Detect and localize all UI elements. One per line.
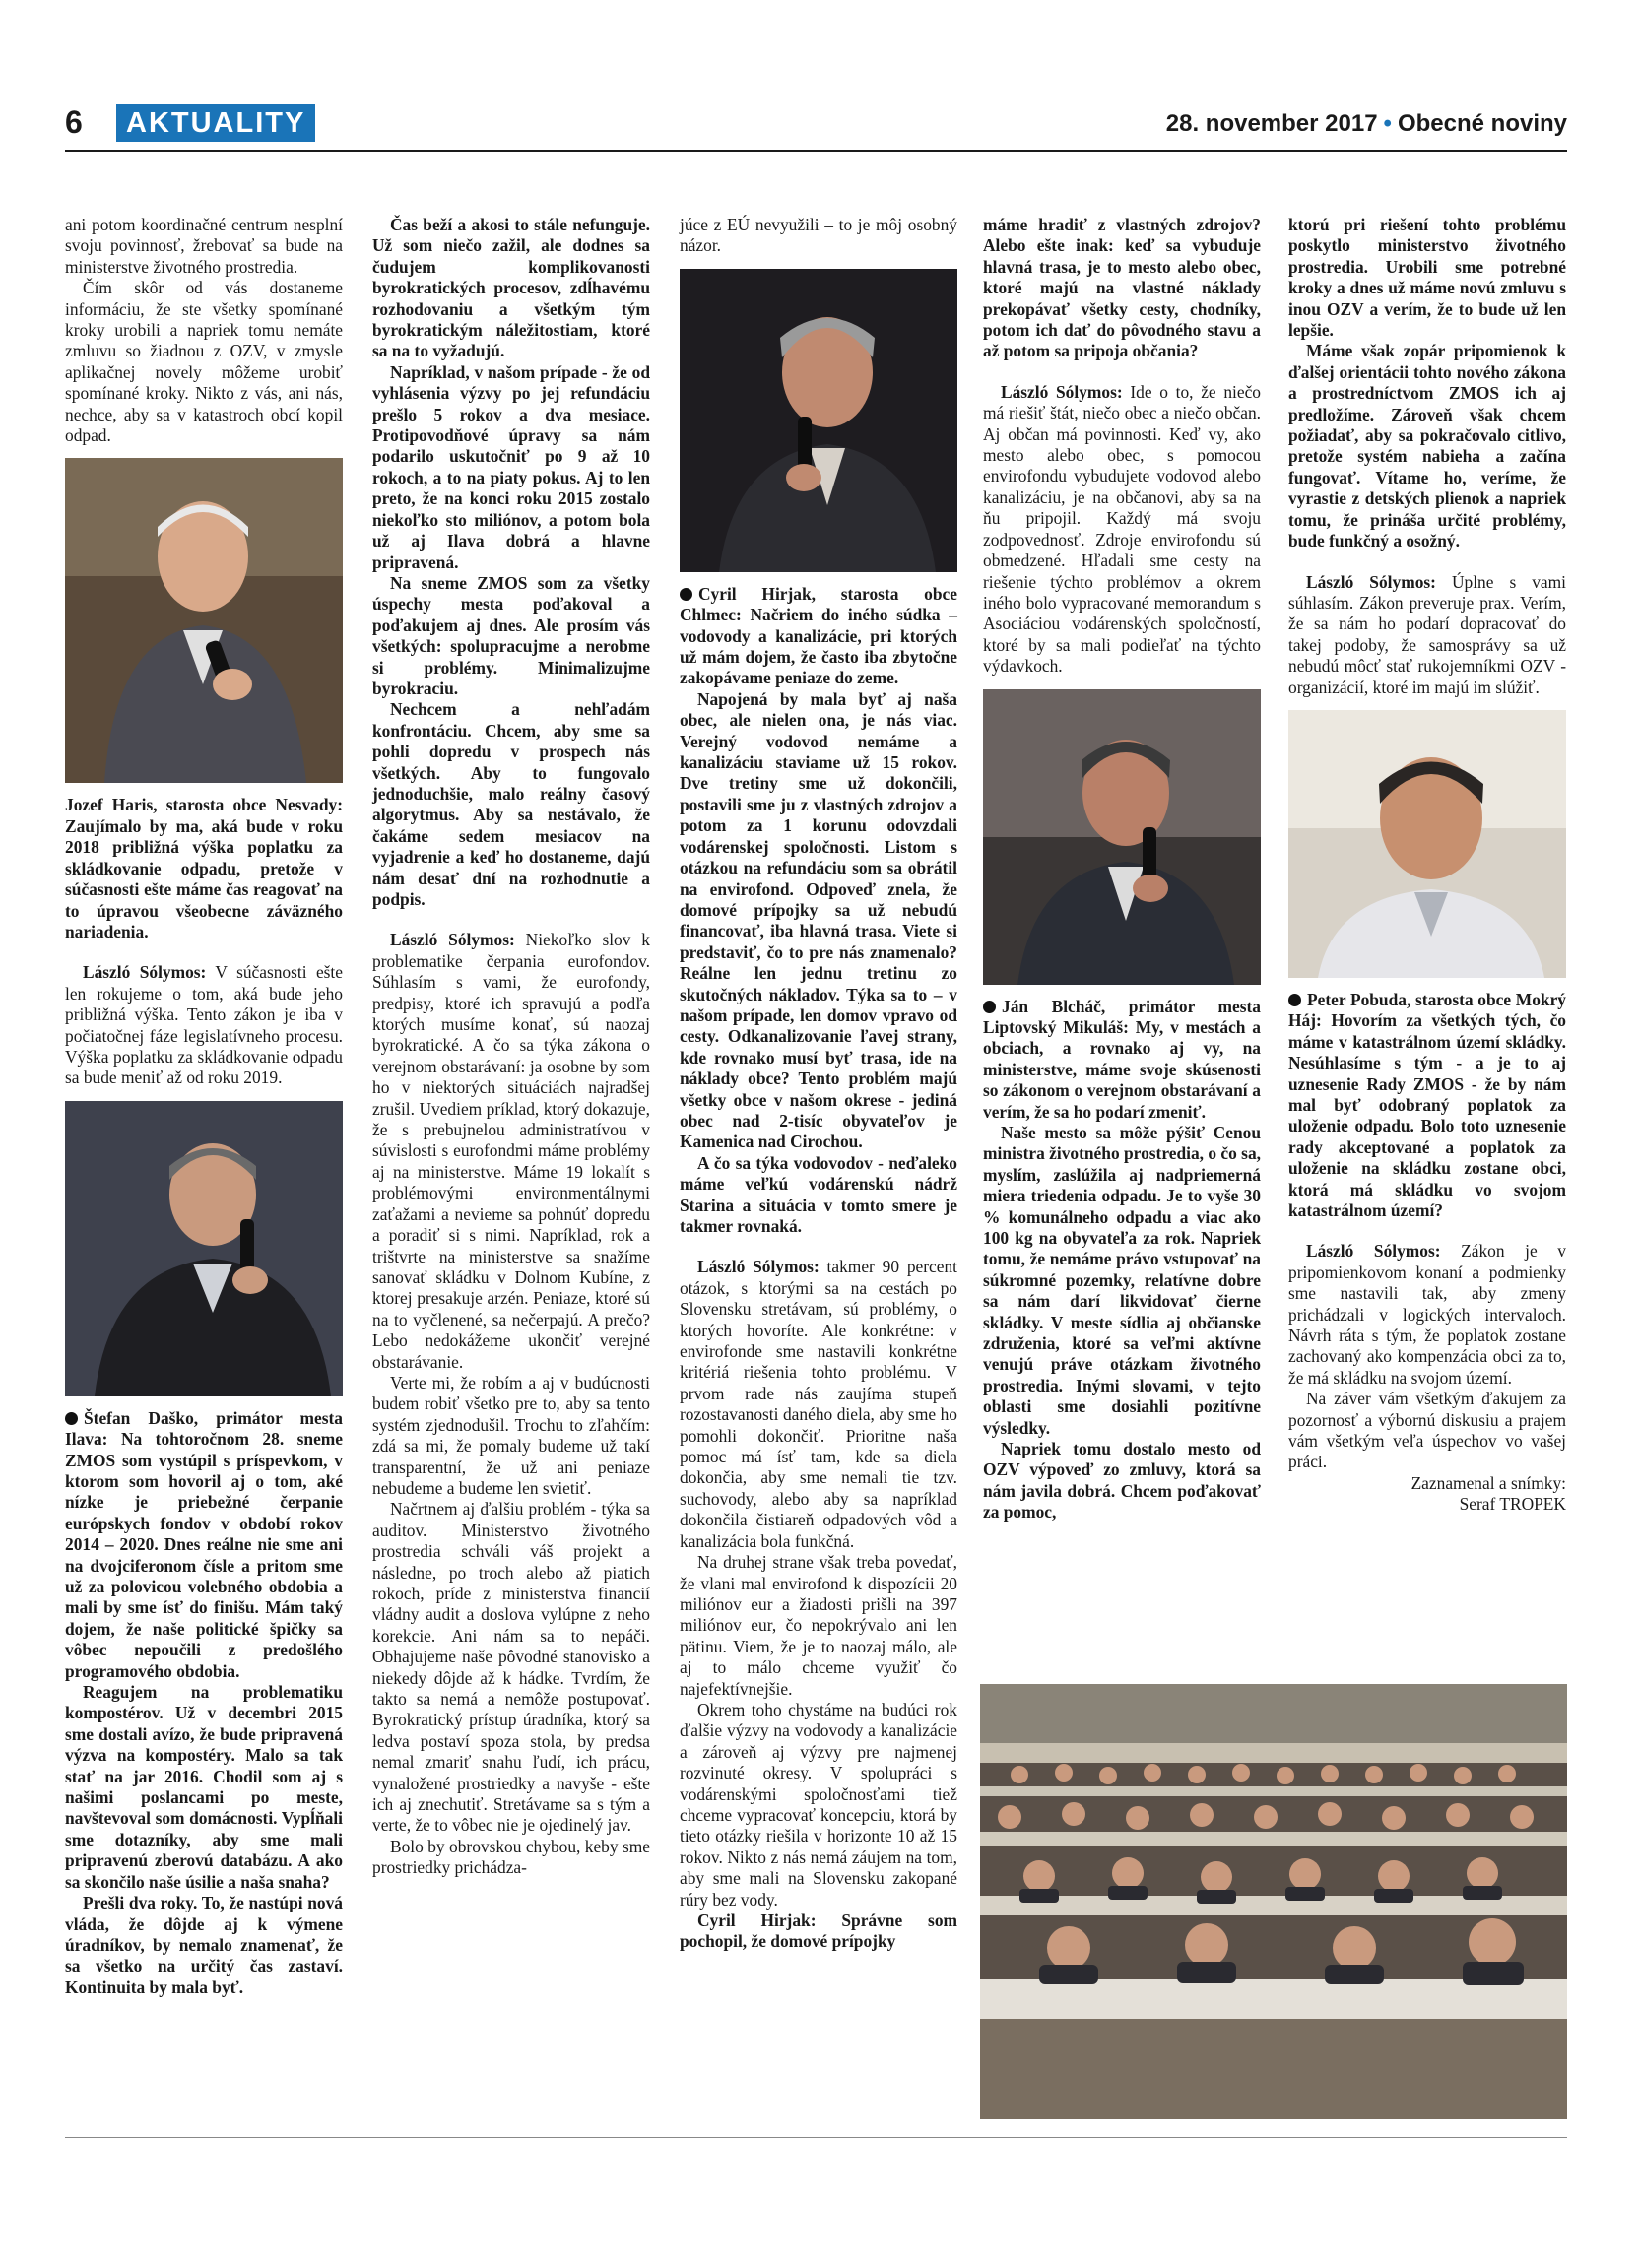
article-paragraph: Zákon je v pripomienkovom konaní a podmienky sme nastavili tak, aby zmeny prichádzali v logických intervaloch. Návrh ráta s tým, že poplatok zostane zachovaný ako kompenzácia obci za to, že má skládku na svojom území. <box>1288 1241 1567 1388</box>
article-paragraph: Bolo by obrovskou chybou, keby sme prostriedky prichádza- <box>372 1836 650 1878</box>
article-paragraph: Reagujem na problematiku kompostérov. Už v decembri 2015 sme dostali avízo, že bude pripravená výzva na kompostéry. Malo sa tak stať na jar 2016. Chodil som aj s našimi poslancami po meste, navštevoval som domácnosti. Vypĺňali sme dotazníky, aby sme mali pripravenú zberovú databázu. A ako sa skončilo naše úsilie a naša snaha? <box>65 1682 343 1892</box>
caption-bullet <box>983 1001 996 1013</box>
article-paragraph: Napriek tomu dostalo mesto od OZV výpoveď zo zmluvy, ktorá sa nám javila dobrá. Chcem poďakovať za pomoc, <box>983 1439 1261 1523</box>
column-1 <box>65 215 343 1998</box>
column-3 <box>680 215 957 1953</box>
article-paragraph: ktorú pri riešení tohto problému poskytlo ministerstvo životného prostredia. Urobili sme potrebné kroky a dnes už máme novú zmluvu s inou OZV a verím, že to bude už len lepšie. <box>1288 215 1566 341</box>
column-5 <box>1288 215 1566 1516</box>
speaker-label: László Sólymos: <box>1306 571 1436 592</box>
article-paragraph: Okrem toho chystáme na budúci rok ďalšie výzvy na vodovody a kanalizácie a zároveň aj výzvy pre najmenej rozvinuté okresy. V spolupráci s vodárenskými spoločnosťami tiež chceme vypracovať koncepciu, ktorá by tieto otázky riešila v horizonte 10 až 15 rokov. Nikto z nás nemá záujem na tom, aby sme mali na Slovensku zakopané rúry bez vody. <box>680 1699 957 1910</box>
article-paragraph: Niekoľko slov k problematike čerpania eurofondov. Súhlasím s vami, že eurofondy, predpisy, ktoré ich spravujú a podľa ktorých musíme konať, sú naozaj byrokratické. A čo sa týka zákona o verejnom obstarávaní: ja osobne by som ho v niektorých situáciách najradšej zrušil. Uvediem príklad, ktorý dokazuje, že s prebujnelou administratívou v súvislosti s eurofondmi máme problémy aj na ministerstve. Máme 19 lokalít s problémovými environmentálnymi zaťažami a nevieme sa pohnúť dopredu a poradiť si s nimi. Napríklad, rok a trištvrte na ministerstve sa snažíme sanovať skládku v Dolnom Kubíne, z ktorej presakuje arzén. Peniaze, ktoré sú na to vyčlenené, sa nečerpajú. A prečo? Lebo nedokážeme ukončiť verejné obstarávanie. <box>372 930 650 1372</box>
article-paragraph: Úplne s vami súhlasím. Zákon preveruje prax. Verím, že sa nám ho podarí dopracovať do takej podoby, že samosprávy sa už nebudú môcť stať rukojemníkmi OZV - organizácií, ktoré im majú im slúžiť. <box>1288 571 1566 697</box>
photo-peter-pobuda <box>1288 710 1566 978</box>
publication-name: Obecné noviny <box>1397 110 1567 137</box>
column-4 <box>983 215 1261 1523</box>
author-credit: Zaznamenal a snímky: <box>1410 1472 1566 1493</box>
article-paragraph: Čas beží a akosi to stále nefunguje. Už som niečo zažil, ale dodnes sa čudujem komplikovanosti byrokratických procesov, zdĺhavému rozhodovaniu a všetkým tým byrokratickým náležitostiam, ktoré sa na to vyžadujú. <box>372 215 650 361</box>
page-header <box>65 102 1567 146</box>
article-paragraph: Na záver vám všetkým ďakujem za pozornosť a výbornú diskusiu a prajem vám všetkým veľa úspechov vo vašej práci. <box>1288 1389 1566 1472</box>
article-paragraph: takmer 90 percent otázok, s ktorými sa na cestách po Slovensku stretávam, sú problémy, o ktorých hovoríte. Ale konkrétne: v envirofonde sme nastavili konkrétne kritériá riešenia tohto problému. V prvom rade nás zaujíma stupeň rozostavanosti daného diela, aby sme ho pomohli dokončiť. Prioritne naša pomoc má ísť tam, kde sa diela dokončia, aby sme nemali tie tzv. suchovody, alebo aby sa napríklad dokončila čistiareň odpadových vôd a kanalizácia bola funkčná. <box>680 1257 957 1551</box>
article-paragraph: Máme však zopár pripomienok k ďalšej orientácii tohto nového zákona a prostredníctvom ZMOS ich aj predložíme. Zároveň však chcem požiadať, aby sa pokračovalo citlivo, pretože systém nabieha a začína fungovať. Vítame ho, veríme, že vyrastie z detských plienok a napriek tomu, že prináša určité problémy, bude funkčný a osožný. <box>1288 341 1566 551</box>
article-paragraph: Na druhej strane však treba povedať, že vlani mal envirofond k dispozícii 20 miliónov eur a žiadosti prišli na 397 miliónov eur, čo nepokrývalo ani len pätinu. Viem, že je to naozaj málo, ale aj to málo chceme využiť čo najefektívnejšie. <box>680 1552 957 1699</box>
speaker-label: László Sólymos: <box>83 962 207 983</box>
article-paragraph: Napojená by mala byť aj naša obec, ale nielen ona, je nás viac. Verejný vodovod nemáme a kanalizáciu staviame už 15 rokov. Dve tretiny sme už dokončili, postavili sme ju z vlastných zdrojov a potom za 1 korunu odovzdali vodárenskej spoločnosti. Listom s otázkou na refundáciu som sa obrátil na envirofond. Odpoveď znela, že domové prípojky sa už nebudú financovať, iba hlavná trasa. Viete si predstaviť, čo to pre nás znamenalo? Reálne len jednu tretinu zo skutočných nákladov. Týka sa to – v našom prípade, len domov vpravo od cesty. Odkanalizovanie ľavej strany, kde rovnako musí byť trasa, ide na náklady obce? Tento problém majú všetky obce v našom okrese - jediná obec nad 2-tisíc obyvateľov je Kamenica nad Cirochou. <box>680 688 957 1152</box>
article-paragraph: júce z EÚ nevyužili – to je môj osobný názor. <box>680 215 957 256</box>
article-paragraph: Čím skôr od vás dostaneme informáciu, že ste všetky spomínané kroky urobili a napriek tomu nemáte zmluvu so žiadnou z OZV, v zmysle aplikačnej novely môžeme urobiť spomínané kroky. Nikto z vás, ani nás, nechce, aby sa v katastroch obcí kopil odpad. <box>65 278 343 446</box>
article-paragraph: Nechcem a nehľadám konfrontáciu. Chcem, aby sme sa pohli dopredu v prospech nás všetkých. Aby to fungovalo jednoduchšie, malo reálny časový algorytmus. Aby sa nestávalo, že čakáme sedem mesiacov na vyjadrenie a keď ho dostaneme, dajú nám desať dní na rozhodnutie a podpis. <box>372 699 650 909</box>
article-paragraph: Načrtnem aj ďalšiu problém - týka sa auditov. Ministerstvo životného prostredia schváli váš projekt a následne, po troch alebo až piatich rokoch, príde z ministerstva financií vládny audit a doslova vylúpne z neho korekcie. Ani nám sa to nepáči. Obhajujeme naše pôvodné stanovisko a niekedy dôjde až k hádke. Tvrdím, že takto sa nemá a nemôže postupovať. Byrokratický prístup úradníka, ktorý sa ledva postaví spoza stola, by predsa nemal zmariť snahu ľudí, ich prácu, vynaložené prostriedky a navyše - ešte ich aj znechutiť. Stretávame sa s tým a verte, že to vôbec nie je ojedinelý jav. <box>372 1499 650 1836</box>
page-number: 6 <box>65 104 83 140</box>
article-paragraph: máme hradiť z vlastných zdrojov? Alebo ešte inak: keď sa vybuduje hlavná trasa, je to mesto alebo obec, ktoré majú na vlastné náklady prekopávať všetky cesty, chodníky, potom ich dať do pôvodného stavu a až potom sa pripoja občania? <box>983 215 1261 361</box>
speaker-label: László Sólymos: <box>390 930 515 950</box>
separator-dot: • <box>1383 110 1392 137</box>
caption-bullet <box>65 1412 78 1425</box>
photo-caption-dasko: Štefan Daško, primátor mesta Ilava: Na tohtoročnom 28. sneme ZMOS som vystúpil s príspevkom, v ktorom som hovoril aj o tom, aké nízke je priebežné čerpanie európskych fondov v období rokov 2014 – 2020. Dnes reálne nie sme ani na dvojciferonom čísle a pritom sme už za polovicou volebného obdobia a mali by sme ísť do finišu. Mám taký dojem, že naše politické špičky sa vôbec nepoučili z predošlého programového obdobia. <box>65 1407 343 1681</box>
article-paragraph: Naše mesto sa môže pýšiť Cenou ministra životného prostredia, o čo sa, myslím, zaslúžila aj nadpriemerná miera triedenia odpadu. Je to vyše 30 % komunálneho odpadu a viac ako 100 kg na obyvateľa za rok. Napriek tomu, že nemáme právo vstupovať na súkromné pozemky, relatívne dobre sa nám darí likvidovať čierne skládky. V meste sídlia aj občianske združenia, ktoré sa veľmi aktívne venujú práve otázkam životného prostredia. Inými slovami, v tejto oblasti sme dosiahli pozitívne výsledky. <box>983 1122 1261 1438</box>
article-paragraph: Cyril Hirjak: Správne som pochopil, že domové prípojky <box>680 1911 957 1952</box>
caption-bullet <box>680 588 692 601</box>
author-name: Seraf TROPEK <box>1459 1494 1566 1515</box>
article-paragraph: V súčasnosti ešte len rokujeme o tom, aká bude jeho približná výška. Tento zákon je iba v počiatočnej fáze legislatívneho procesu. Výška poplatku za skládkovanie odpadu sa bude meniť až od roku 2019. <box>65 962 343 1088</box>
photo-cyril-hirjak <box>680 269 957 572</box>
section-tag: AKTUALITY <box>116 104 315 142</box>
article-paragraph: Na sneme ZMOS som za všetky úspechy mesta poďakoval a poďakujem aj dnes. Ale prosím vás všetkých: spolupracujme a nerobme si problémy. Minimalizujme byrokraciu. <box>372 572 650 698</box>
issue-line <box>1166 110 1567 138</box>
photo-conference-hall <box>980 1684 1567 2119</box>
header-rule <box>65 150 1567 152</box>
caption-bullet <box>1288 994 1301 1006</box>
photo-stefan-dasko <box>65 1101 343 1396</box>
column-2 <box>372 215 650 1879</box>
photo-caption-blchac: Ján Blcháč, primátor mesta Liptovský Mikuláš: My, v mestách a obciach, a rovnako aj vy, na ministerstve, máme svoje skúsenosti so zákonom o verejnom obstarávaní a verím, že sa ho podarí zmeniť. <box>983 996 1261 1122</box>
photo-caption-haris: Jozef Haris, starosta obce Nesvady: Zaujímalo by ma, aká bude v roku 2018 približná výška poplatku za skládkovanie odpadu, pretože v súčasnosti ešte máme čas reagovať na to úpravou všeobecne záväzného nariadenia. <box>65 795 343 941</box>
photo-caption-hirjak: Cyril Hirjak, starosta obce Chlmec: Načriem do iného súdka – vodovody a kanalizácie, pri ktorých už mám dojem, že často iba zbytočne zakopávame peniaze do zeme. <box>680 583 957 688</box>
photo-jozef-haris <box>65 458 343 783</box>
photo-caption-pobuda: Peter Pobuda, starosta obce Mokrý Háj: Hovorím za všetkých tých, čo máme v katastrálnom území skládky. Nesúhlasíme s tým - a je to aj uznesenie Rady ZMOS - že by nám mal byť odobraný poplatok za uloženie odpadu. Bolo toto uznesenie rady akceptované a poplatok za uloženie na skládku zostane obci, ktorá má skládku vo svojom katastrálnom území? <box>1288 989 1566 1220</box>
article-paragraph: A čo sa týka vodovodov - neďaleko máme veľkú vodárenskú nádrž Starina a situácia v tomto smere je takmer rovnaká. <box>680 1152 957 1236</box>
speaker-label: László Sólymos: <box>1001 381 1123 402</box>
article-paragraph: Prešli dva roky. To, že nastúpi nová vláda, že dôjde aj k výmene úradníkov, by nemalo znamenať, že sa všetko na určitý čas zastaví. Kontinuita by mala byť. <box>65 1893 343 1997</box>
article-paragraph: Verte mi, že robím a aj v budúcnosti budem robiť všetko pre to, aby sa tento systém zjednodušil. Trochu to zľahčím: zdá sa mi, že pomaly budeme už takí transparentní, že už ani peniaze nebudeme a budeme len svietiť. <box>372 1372 650 1498</box>
article-paragraph: Napríklad, v našom prípade - že od vyhlásenia výzvy po jej refundáciu prešlo 5 rokov a dva mesiace. Protipovodňové úpravy sa nám podarilo uskutočniť po 9 až 10 rokoch, a to na piaty pokus. Aj to len preto, že na konci roku 2015 zostalo niekoľko sto miliónov, a potom bola už aj Ilava dobrá a hlavne pripravená. <box>372 361 650 572</box>
speaker-label: László Sólymos: <box>1306 1241 1441 1262</box>
article-paragraph: ani potom koordinačné centrum nesplní svoju povinnosť, žrebovať sa bude na ministerstve životného prostredia. <box>65 215 343 277</box>
issue-date: 28. november 2017 <box>1165 110 1378 137</box>
speaker-label: László Sólymos: <box>697 1257 820 1277</box>
footer-rule <box>65 2137 1567 2138</box>
article-paragraph: Ide o to, že niečo má riešiť štát, niečo obec a niečo občan. Aj občan má povinnosti. Keď vy, ako mesto alebo obec, s pomocou envirofondu vybudujete vodovod alebo kanalizáciu, je na občanovi, aby sa na ňu pripojil. Každý má svoju zodpovednosť. Zdroje envirofondu sú obmedzené. Hľadali sme cesty na riešenie týchto problémov a okrem iného bolo vypracované memorandum s Asociáciou vodárenských spoločností, ktoré by sa mali podieľať na týchto výdavkoch. <box>983 381 1261 677</box>
photo-jan-blchac <box>983 689 1261 985</box>
